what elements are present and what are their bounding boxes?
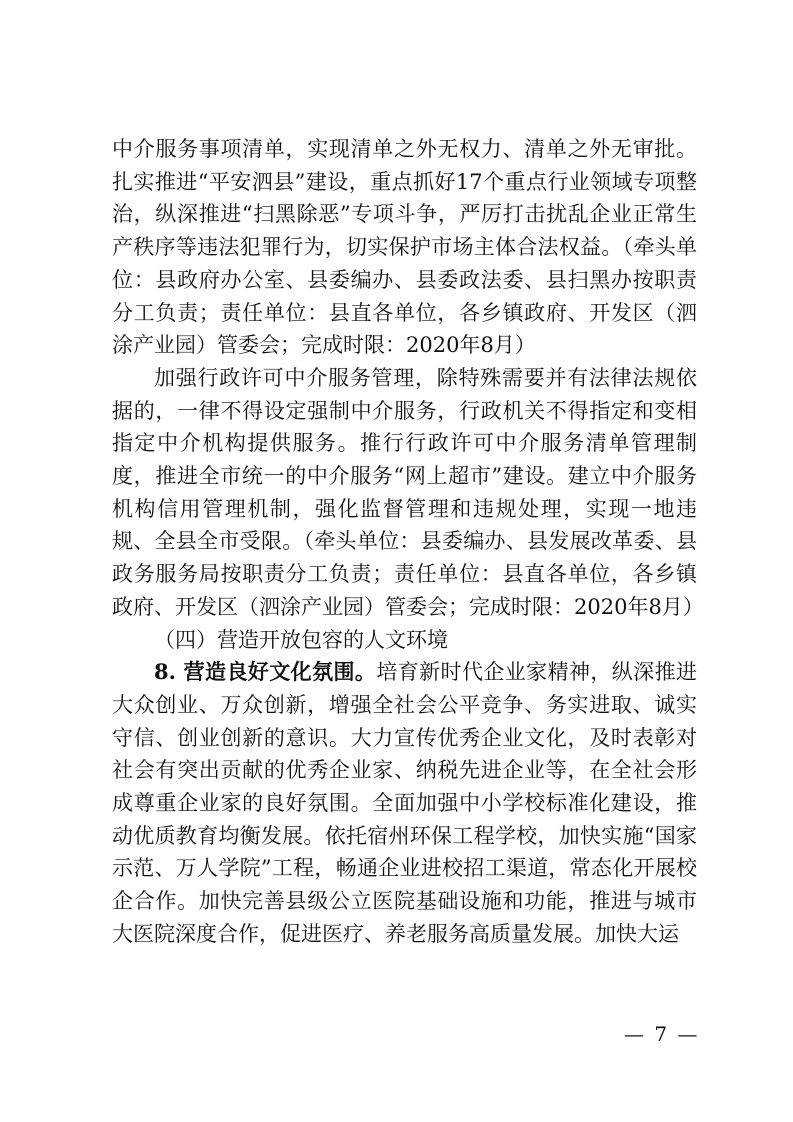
body-text	[112, 133, 704, 951]
section-heading: （四）营造开放包容的人文环境	[154, 627, 448, 652]
paragraph-lead-title: 8. 营造良好文化氛围。	[154, 659, 377, 685]
paragraph-continued: 中介服务事项清单，实现清单之外无权力、清单之外无审批。扎实推进“平安泗县”建设，重点抓好17个重点行业领域专项整治，纵深推进“扫黑除恶”专项斗争，严厉打击扰乱企业正常生产秩序等违法犯罪行为，切实保护市场主体合法权益。（牵头单位：县政府办公室、县委编办、县委政法委、县扫黑办按职责分工负责；责任单位：县直各单位，各乡镇政府、开发区（泗涂产业园）管委会；完成时限：2020年8月）	[112, 137, 697, 358]
paragraph-culture	[112, 656, 697, 950]
paragraph-intermediary-services: 加强行政许可中介服务管理，除特殊需要并有法律法规依据的，一律不得设定强制中介服务，行政机关不得指定和变相指定中介机构提供服务。推行行政许可中介服务清单管理制度，推进全市统一的中介服务“网上超市”建设。建立中介服务机构信用管理机制，强化监督管理和违规处理，实现一地违规、全县全市受限。（牵头单位：县委编办、县发展改革委、县政务服务局按职责分工负责；责任单位：县直各单位，各乡镇政府、开发区（泗涂产业园）管委会；完成时限：2020年8月）	[112, 365, 704, 619]
page-number: — 7 —	[624, 1022, 700, 1046]
paragraph-culture-body: 培育新时代企业家精神，纵深推进大众创业、万众创新，增强全社会公平竞争、务实进取、诚实守信、创业创新的意识。大力宣传优秀企业文化，及时表彰对社会有突出贡献的优秀企业家、纳税先进企业等，在全社会形成尊重企业家的良好氛围。全面加强中小学校标准化建设，推动优质教育均衡发展。依托宿州环保工程学校，加快实施“国家示范、万人学院”工程，畅通企业进校招工渠道，常态化开展校企合作。加快完善县级公立医院基础设施和功能，推进与城市大医院深度合作，促进医疗、养老服务高质量发展。加快大运	[112, 660, 698, 946]
